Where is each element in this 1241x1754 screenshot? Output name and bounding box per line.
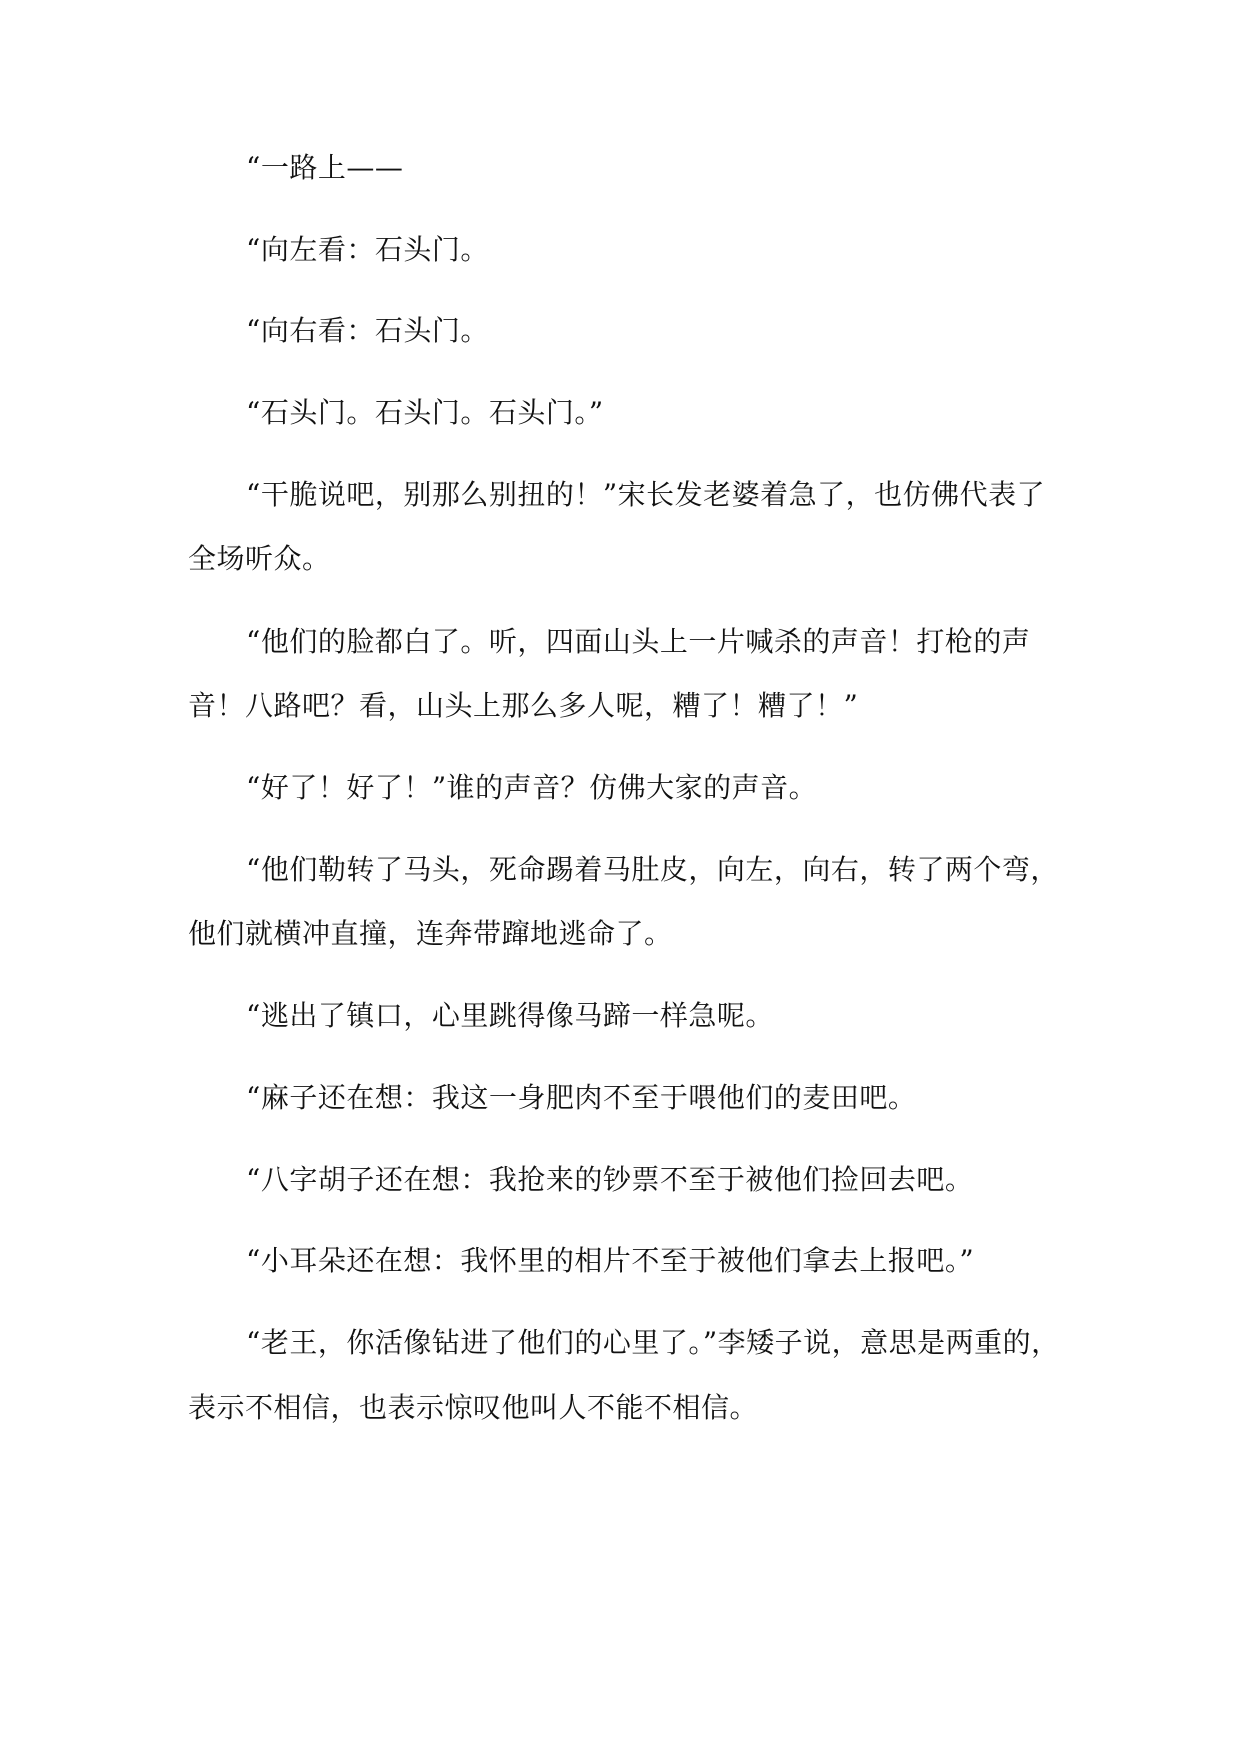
- text-line: “好了！好了！”谁的声音？仿佛大家的声音。: [246, 771, 818, 804]
- text-line: “八字胡子还在想：我抢来的钞票不至于被他们捡回去吧。: [246, 1163, 974, 1196]
- text-line: “向右看：石头门。: [246, 314, 489, 347]
- text-line: “小耳朵还在想：我怀里的相片不至于被他们拿去上报吧。”: [246, 1244, 975, 1277]
- text-line: “干脆说吧，别那么别扭的！”宋长发老婆着急了，也仿佛代表了: [246, 478, 1046, 511]
- text-line: “一路上——: [246, 151, 404, 184]
- text-line: “麻子还在想：我这一身肥肉不至于喂他们的麦田吧。: [246, 1081, 917, 1114]
- text-line: “石头门。石头门。石头门。”: [246, 396, 604, 429]
- text-line: 全场听众。: [188, 542, 331, 575]
- text-line: “老王，你活像钻进了他们的心里了。”李矮子说，意思是两重的，: [246, 1326, 1060, 1359]
- text-line: “他们的脸都白了。听，四面山头上一片喊杀的声音！打枪的声: [246, 625, 1031, 658]
- text-line: 音！八路吧？看，山头上那么多人呢，糟了！糟了！”: [188, 689, 859, 722]
- text-line: 表示不相信，也表示惊叹他叫人不能不相信。: [188, 1391, 759, 1424]
- text-line: “他们勒转了马头，死命踢着马肚皮，向左，向右，转了两个弯，: [246, 853, 1059, 886]
- text-line: “逃出了镇口，心里跳得像马蹄一样急呢。: [246, 999, 774, 1032]
- text-line: “向左看：石头门。: [246, 233, 489, 266]
- text-line: 他们就横冲直撞，连奔带蹿地逃命了。: [188, 917, 673, 950]
